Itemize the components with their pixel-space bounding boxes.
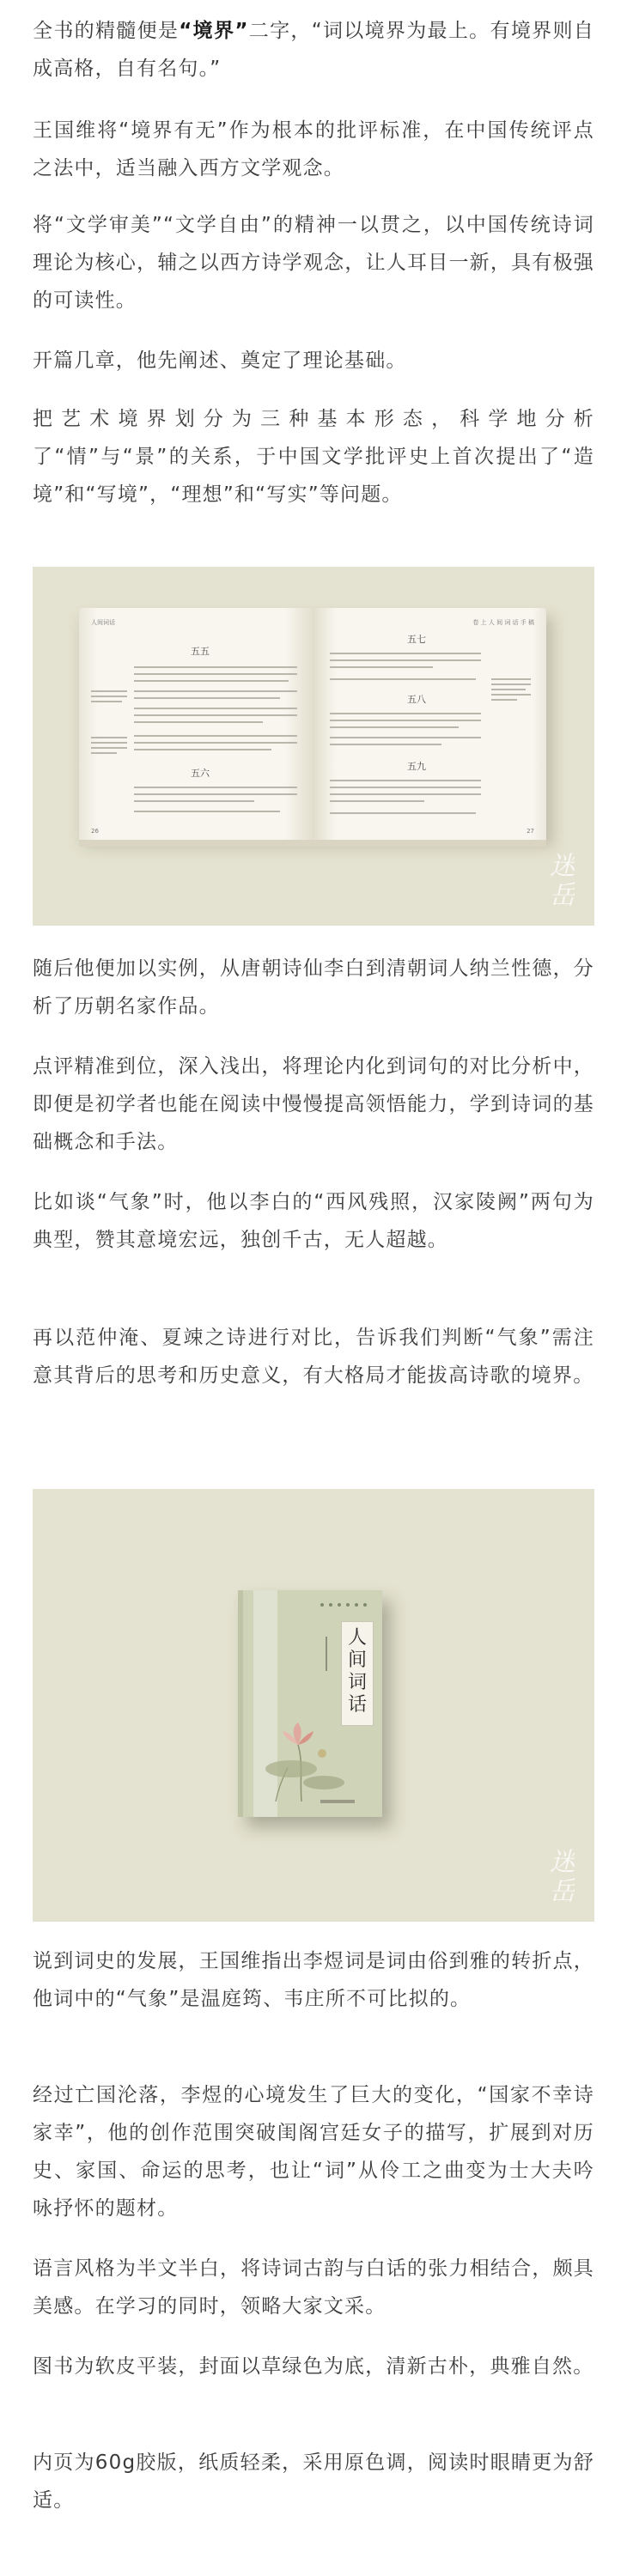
text-line (134, 742, 297, 744)
side-note-line (491, 678, 531, 680)
cover-title-box (341, 1621, 374, 1726)
text-line (134, 697, 280, 699)
right-page (313, 608, 546, 843)
right-page-title-2: 五八 (407, 694, 426, 705)
text-line (134, 749, 271, 750)
text-line (330, 713, 481, 714)
paragraph-5: 把艺术境界划分为三种基本形态，科学地分析了“情”与“景”的关系，于中国文学批评史上首次提出了“造境”和“写境”，“理想”和“写实”等问题。 (33, 408, 594, 506)
side-note-line (491, 699, 517, 701)
paragraph-9: 再以范仲淹、夏竦之诗进行对比，告诉我们判断“气象”需注意其背后的思考和历史意义，有大格局才能拔高诗歌的境界。 (33, 1327, 594, 1387)
lotus-painting-icon (250, 1719, 353, 1803)
open-book-image (33, 567, 594, 926)
cover-ornament-icon (317, 1602, 372, 1607)
text-line (330, 653, 481, 654)
text-line (330, 678, 476, 680)
paragraph-14: 内页为60g胶版，纸质轻柔，采用原色调，阅读时眼睛更为舒适。 (33, 2451, 594, 2512)
paragraph-4: 开篇几章，他先阐述、奠定了理论基础。 (33, 349, 407, 372)
text-line (134, 721, 263, 723)
watermark-seal: 迷岳 (545, 852, 575, 910)
paragraph-11: 经过亡国沦落，李煜的心境发生了巨大的变化，“国家不幸诗家幸”，他的创作范围突破闺阁宫廷女子的描写，扩展到对历史、家国、命运的思考，也让“词”从伶工之曲变为士大夫吟咏抒怀的题材。 (33, 2084, 594, 2220)
paragraph-12: 语言风格为半文半白，将诗词古韵与白话的张力相结合，颇具美感。在学习的同时，领略大家文采。 (33, 2257, 594, 2318)
right-page-title-3: 五九 (407, 761, 426, 772)
text-line (134, 666, 297, 668)
text-line (134, 714, 297, 716)
cover-publisher-mark (320, 1800, 355, 1803)
cover-title: 人间词话 (347, 1627, 367, 1716)
left-page-number: 26 (91, 828, 99, 835)
text-line (330, 800, 424, 802)
paragraph-6: 随后他便加以实例，从唐朝诗仙李白到清朝词人纳兰性德，分析了历朝名家作品。 (33, 957, 594, 1018)
text-line (330, 780, 481, 781)
paragraph-13: 图书为软皮平装，封面以草绿色为底，清新古朴，典雅自然。 (33, 2355, 594, 2378)
text-line (330, 787, 481, 788)
paragraph-7: 点评精准到位，深入浅出，将理论内化到词句的对比分析中，即便是初学者也能在阅读中慢慢提高领悟能力，学到诗词的基础概念和手法。 (33, 1055, 594, 1153)
text-line (330, 720, 481, 721)
paragraph-8: 比如谈“气象”时，他以李白的“西风残照，汉家陵阙”两句为典型，赞其意境宏远，独创千古，无人超越。 (33, 1191, 594, 1251)
left-page-title-2: 五六 (191, 768, 210, 779)
keyword-jingjie: “境界” (179, 20, 249, 42)
text-line (134, 735, 297, 737)
page-edge-right (313, 840, 546, 847)
paragraph-3: 将“文学审美”“文学自由”的精神一以贯之，以中国传统诗词理论为核心，辅之以西方诗学观念，让人耳目一新，具有极强的可读性。 (33, 214, 594, 312)
side-note-line (491, 694, 531, 696)
side-note-line (91, 747, 127, 749)
paragraph-1 (33, 12, 594, 88)
text-line (134, 787, 297, 788)
left-page-title-1: 五五 (191, 646, 210, 657)
text-line (330, 744, 441, 745)
side-note-line (91, 690, 127, 692)
right-page-title-1: 五七 (407, 634, 426, 645)
text-line (134, 811, 280, 812)
text-line (330, 793, 481, 795)
side-note-line (91, 742, 127, 744)
paragraph-1-pre: 全书的精髓便是 (33, 20, 180, 42)
text-line (330, 659, 481, 661)
watermark-seal: 迷岳 (545, 1848, 575, 1906)
cover-spine (238, 1590, 243, 1817)
text-line (330, 726, 459, 728)
paragraph-2: 王国维将“境界有无”作为根本的批评标准，在中国传统评点之法中，适当融入西方文学观念。 (33, 119, 594, 179)
text-line (330, 812, 476, 814)
text-line (134, 800, 254, 802)
right-page-number: 27 (527, 828, 534, 835)
side-note-line (91, 701, 122, 702)
text-line (134, 680, 289, 682)
paragraph-1-post: 二字，“词以境界为最上。有境界则自成高格，自有名句。” (33, 20, 594, 80)
side-note-line (91, 737, 127, 738)
page-edge-left (79, 840, 313, 847)
side-note-line (91, 752, 117, 754)
text-line (134, 673, 297, 675)
left-page-header: 人间词话 (91, 619, 115, 626)
text-line (134, 690, 297, 692)
paragraph-10: 说到词史的发展，王国维指出李煜词是词由俗到雅的转折点，他词中的“气象”是温庭筠、韦庄所不可比拟的。 (33, 1950, 594, 2010)
cover-author-line (315, 1637, 327, 1671)
text-line (330, 737, 481, 738)
book-cover (238, 1590, 382, 1817)
right-page-header: 卷 上 人 间 词 话 手 稿 (472, 619, 534, 626)
text-line (134, 708, 297, 709)
side-note-line (491, 689, 526, 690)
text-line (134, 793, 297, 795)
text-line (330, 666, 433, 668)
left-page (79, 608, 313, 843)
side-note-line (91, 696, 127, 697)
book-cover-image (33, 1489, 594, 1922)
side-note-line (491, 683, 531, 685)
